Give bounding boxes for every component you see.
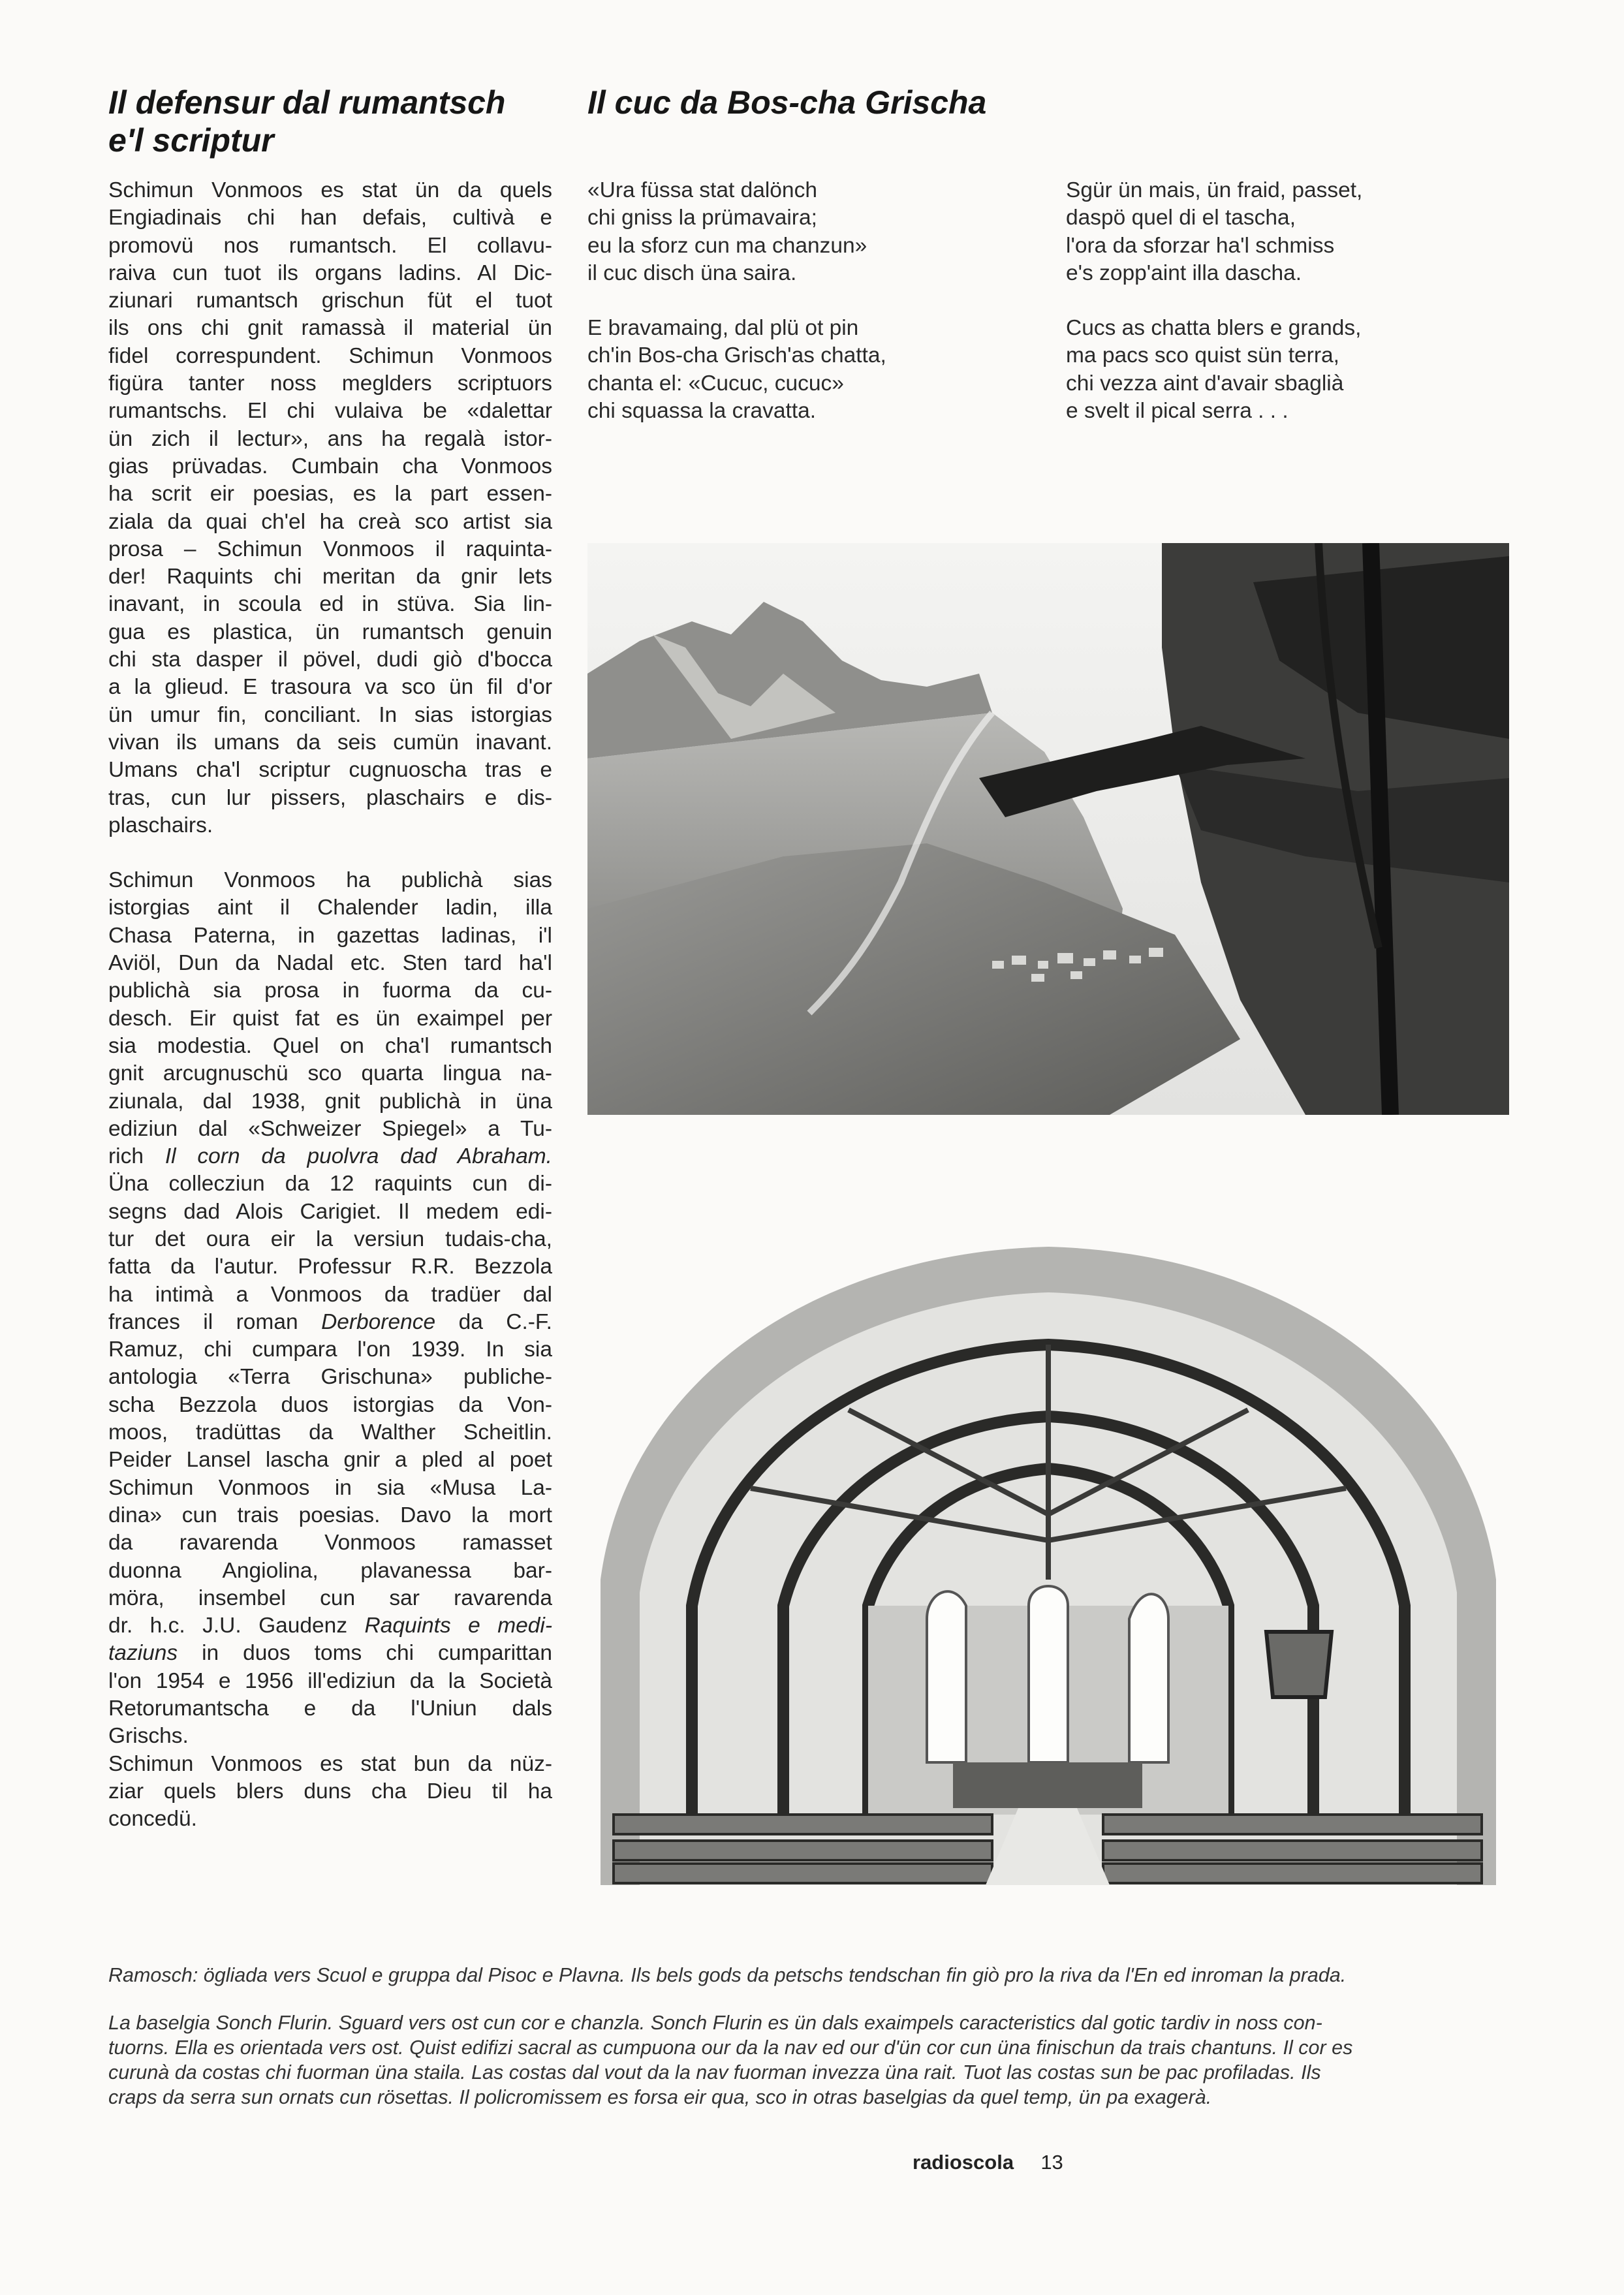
caption-landscape: Ramosch: ögliada vers Scuol e gruppa dal Pisoc e Plavna. Ils bels gods da petschs tendschan fin giò pro la riva da l'En ed inroman la prada. [108,1964,1347,1986]
body-line: gua es plastica, ün rumantsch genuin [108,619,552,644]
body-line: moos, tradüttas da Walther Scheitlin. [108,1420,552,1445]
book-title: Derborence [321,1309,436,1334]
book-title: taziuns [108,1641,178,1666]
caption-line: tuorns. Ella es orientada vers ost. Quist edifizi sacral as cumpuona our da la nav ed our d'ün cor cun üna finischun da trais chantuns. Il cor es [108,2037,1353,2059]
body-line: raiva cun tuot ils organs ladins. Al Dic- [108,260,552,285]
body-line: promovü nos rumantsch. El collavu- [108,233,552,258]
poem-line: il cuc disch üna saira. [587,260,797,285]
body-line: plaschairs. [108,813,213,837]
body-line: sia modestia. Quel on cha'l rumantsch [108,1033,552,1058]
poem-stanza-2 [587,315,886,425]
body-line: istorgias aint il Chalender ladin, illa [108,896,552,920]
body-line: Aviöl, Dun da Nadal etc. Sten tard ha'l [108,951,552,976]
body-line: ün umur fin, conciliant. In sias istorgias [108,702,552,727]
left-article-title [108,84,505,159]
body-line: Schimun Vonmoos in sia «Musa La- [108,1475,552,1500]
body-line: tur det oura eir la versiun tudais-cha, [108,1226,552,1251]
body-line: gnit arcugnuschü sco quarta lingua na- [108,1061,552,1086]
body-line: Chasa Paterna, in gazettas ladinas, i'l [108,923,552,948]
left-article-body [108,177,552,1834]
caption-line: craps da serra sun ornats cun rösettas. Il policromissem es forsa eir qua, sco in otras baselgias da quel temp, ün pa exagerà. [108,2086,1212,2108]
poem-line: chi squassa la cravatta. [587,399,817,424]
poem-line: ma pacs sco quist sün terra, [1066,343,1339,368]
text-line [108,1612,552,1640]
body-line: Schimun Vonmoos es stat bun da nüz- [108,1751,552,1776]
body-line: Retorumantscha e da l'Uniun dals [108,1696,552,1721]
magazine-name: radioscola [913,2151,1014,2174]
poem-column-2 [1066,177,1362,425]
poem-line: «Ura füssa stat dalönch [587,178,817,202]
body-line: ha scrit eir poesias, es la part essen- [108,482,552,507]
book-title: Il corn da puolvra dad Abraham. [164,1144,552,1169]
body-line: dina» cun trais poesias. Davo la mort [108,1503,552,1527]
text-fragment: in duos toms chi cumparittan [178,1641,552,1666]
left-title-line-2: e'l scriptur [108,122,274,159]
poem-line: ch'in Bos-cha Grisch'as chatta, [587,343,886,368]
book-title: Raquints e medi- [364,1614,553,1638]
body-line: Schimun Vonmoos es stat ün da quels [108,178,552,202]
poem-stanza-1 [587,177,886,287]
body-line: segns dad Alois Carigiet. Il medem edi- [108,1199,552,1224]
body-line: Üna collecziun da 12 raquints cun di- [108,1172,552,1196]
text-line [108,1143,552,1170]
body-line: antologia «Terra Grischuna» publiche- [108,1365,552,1390]
left-title-line-1: Il defensur dal rumantsch [108,84,506,121]
body-line: tras, cun lur pissers, plaschairs e dis- [108,785,552,810]
body-line: rumantschs. El chi vulaiva be «dalettar [108,399,552,424]
poem-stanza-3 [1066,177,1362,287]
poem-line: chanta el: «Cucuc, cucuc» [587,371,844,396]
body-line: l'on 1954 e 1956 ill'ediziun da la Società [108,1668,552,1693]
body-line: desch. Eir quist fat es ün exaimpel per [108,1006,552,1031]
body-line: Umans cha'l scriptur cugnuoscha tras e [108,758,552,783]
text-line [108,1309,552,1336]
text-line [108,1640,552,1667]
poem-line: eu la sforz cun ma chanzun» [587,233,867,258]
text-fragment: frances il roman [108,1309,322,1334]
body-line: inavant, in scoula ed in stüva. Sia lin- [108,592,552,617]
body-line: gias prüvadas. Cumbain cha Vonmoos [108,454,552,478]
page-footer [913,2151,1063,2174]
poem-column-1 [587,177,886,425]
body-line: Engiadinais chi han defais, cultivà e [108,206,552,230]
body-line: ün zich il lectur», ans ha regalà istor- [108,426,552,451]
poem-line: chi vezza aint d'avair sbaglià [1066,371,1344,396]
left-paragraph-1 [108,177,552,839]
body-line: möra, insembel cun sar ravarenda [108,1585,552,1610]
page-number: 13 [1040,2151,1063,2174]
poem-title: Il cuc da Bos-cha Grischa [587,84,987,121]
body-line: ils ons chi gnit ramassà il material ün [108,316,552,341]
poem-line: Cucs as chatta blers e grands, [1066,316,1362,341]
body-line: Peider Lansel lascha gnir a pled al poet [108,1448,552,1473]
body-line: duonna Angiolina, plavanessa bar- [108,1558,552,1583]
text-fragment: dr. h.c. J.U. Gaudenz [108,1614,365,1638]
poem-line: chi gniss la prümavaira; [587,206,817,230]
body-line: ziunala, dal 1938, gnit publichà in üna [108,1089,552,1114]
body-line: fidel correspundent. Schimun Vonmoos [108,343,552,368]
caption-line: La baselgia Sonch Flurin. Sguard vers ost cun cor e chanzla. Sonch Flurin es ün dals exaimpels caracteristics dal gotic tardiv in noss con- [108,2012,1322,2034]
text-fragment: rich [108,1144,165,1169]
body-line: publichà sia prosa in fuorma da cu- [108,978,552,1003]
body-line: da ravarenda Vonmoos ramasset [108,1531,552,1555]
church-interior-photo [587,1240,1509,1885]
body-line: concedü. [108,1807,197,1832]
body-line: fatta da l'autur. Professur R.R. Bezzola [108,1255,552,1279]
body-line: chi sta dasper il pövel, dudi giò d'bocca [108,648,552,672]
body-line: ediziun dal «Schweizer Spiegel» a Tu- [108,1116,552,1141]
text-fragment: da C.-F. [435,1309,552,1334]
body-line: vivan ils umans da seis cumün inavant. [108,730,552,755]
poem-line: e's zopp'aint illa dascha. [1066,260,1302,285]
body-line: Schimun Vonmoos ha publichà sias [108,868,552,893]
poem-line: l'ora da sforzar ha'l schmiss [1066,233,1335,258]
body-line: ziala da quai ch'el ha creà sco artist sia [108,509,552,534]
body-line: a la glieud. E trasoura va sco ün fil d'or [108,675,552,700]
body-line: scha Bezzola duos istorgias da Von- [108,1392,552,1417]
body-line: ha intimà a Vonmoos da tradüer dal [108,1282,552,1307]
poem-line: daspö quel di el tascha, [1066,206,1296,230]
caption-church [108,2010,1352,2110]
body-line: der! Raquints chi meritan da gnir lets [108,565,552,589]
body-line: prosa – Schimun Vonmoos il raquinta- [108,537,552,561]
poem-line: e svelt il pical serra . . . [1066,399,1288,424]
body-line: figüra tanter noss meglders scriptuors [108,371,552,396]
body-line: Grischs. [108,1724,189,1749]
left-paragraph-2 [108,867,552,1833]
body-line: ziunari rumantsch grischun füt el tuot [108,289,552,313]
poem-line: Sgür ün mais, ün fraid, passet, [1066,178,1363,202]
body-line: ziar quels blers duns cha Dieu til ha [108,1779,552,1803]
landscape-photo [587,543,1509,1115]
caption-line: curunà da costas chi fuorman üna staila. Las costas dal vout da la nav fuorman invezza üna rait. Tuot las costas sun be pac profiladas. Ils [108,2061,1321,2084]
body-line: Ramuz, chi cumpara l'on 1939. In sia [108,1337,552,1362]
poem-line: E bravamaing, dal plü ot pin [587,316,859,341]
poem-stanza-4 [1066,315,1362,425]
